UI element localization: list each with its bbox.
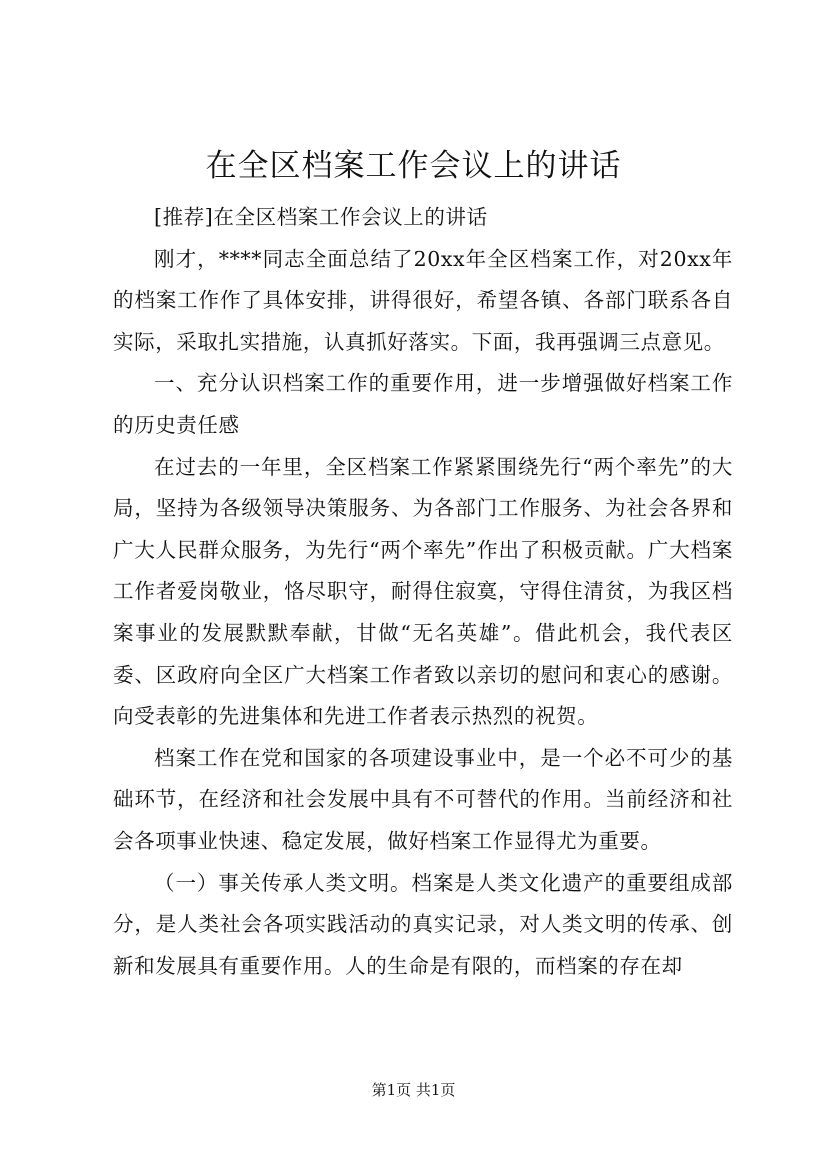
paragraph-intro: 刚才，****同志全面总结了20xx年全区档案工作，对20xx年的档案工作作了具体安排，讲得很好，希望各镇、各部门联系各自实际，采取扎实措施，认真抓好落实。下面，我再强调三点意见。 [113,246,733,354]
paragraph-point-one: （一）事关传承人类文明。档案是人类文化遗产的重要组成部分，是人类社会各项实践活动的真实记录，对人类文明的传承、创新和发展具有重要作用。人的生命是有限的，而档案的存在却 [113,870,733,978]
document-title: 在全区档案工作会议上的讲话 [205,148,622,184]
paragraph-heading-one: 一、充分认识档案工作的重要作用，进一步增强做好档案工作的历史责任感 [113,371,733,437]
document-body [113,197,733,987]
paragraph-importance: 档案工作在党和国家的各项建设事业中，是一个必不可少的基础环节，在经济和社会发展中具有不可替代的作用。当前经济和社会各项事业快速、稳定发展，做好档案工作显得尤为重要。 [113,745,733,853]
paragraph-review: 在过去的一年里，全区档案工作紧紧围绕先行“两个率先”的大局，坚持为各级领导决策服务、为各部门工作服务、为社会各界和广大人民群众服务，为先行“两个率先”作出了积极贡献。广大档案工作者爱岗敬业，恪尽职守，耐得住寂寞，守得住清贫，为我区档案事业的发展默默奉献，甘做“无名英雄”。借此机会，我代表区委、区政府向全区广大档案工作者致以亲切的慰问和衷心的感谢。向受表彰的先进集体和先进工作者表示热烈的祝贺。 [113,454,733,729]
page-footer: 第1页 共1页 [371,1081,456,1099]
paragraph-recommend: [推荐]在全区档案工作会议上的讲话 [154,205,488,229]
